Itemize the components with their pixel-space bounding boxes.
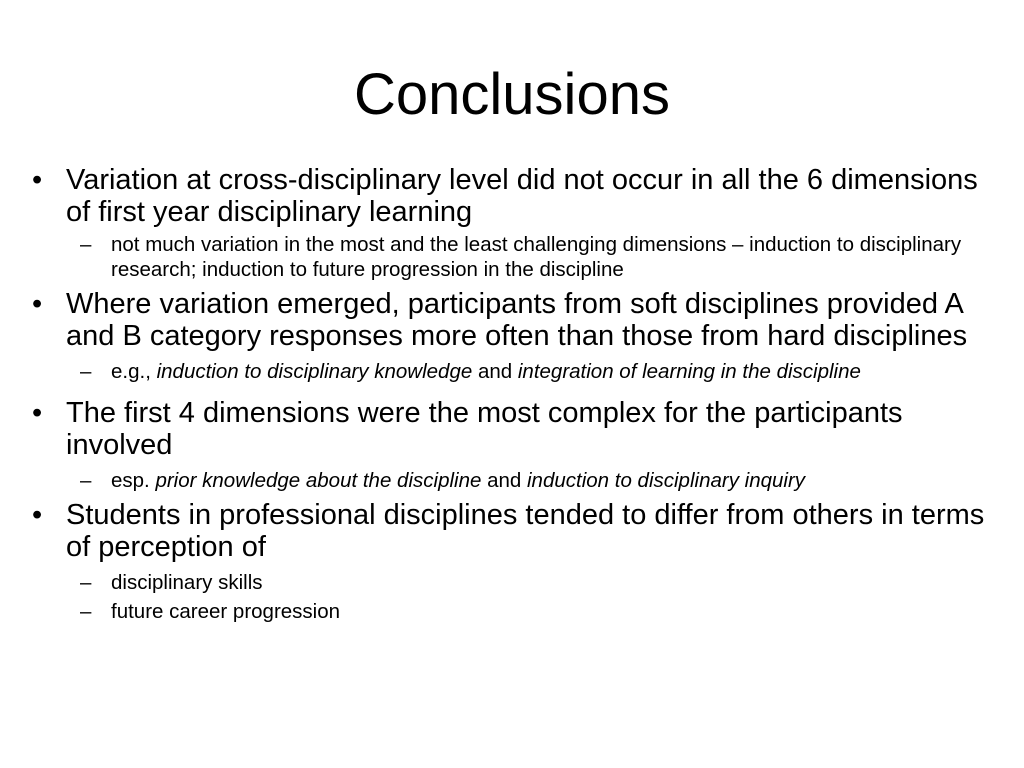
dash-icon: – bbox=[80, 600, 92, 623]
dash-icon: – bbox=[80, 360, 92, 383]
sub-bullet-text: not much variation in the most and the least challenging dimensions – induction to disciplinary research; induction to future progression in the discipline bbox=[111, 233, 962, 281]
bullet-item bbox=[28, 288, 988, 352]
sub-bullet-item bbox=[28, 570, 988, 595]
bullet-text: The first 4 dimensions were the most complex for the participants involved bbox=[66, 397, 903, 461]
sub-bullet-item bbox=[28, 232, 988, 282]
sub-bullet-emphasis: induction to disciplinary knowledge bbox=[156, 360, 473, 383]
bullet-item bbox=[28, 164, 988, 228]
sub-bullet-connector: and bbox=[481, 469, 527, 492]
bullet-item bbox=[28, 499, 988, 563]
bullet-icon: • bbox=[32, 164, 43, 196]
dash-icon: – bbox=[80, 233, 92, 256]
dash-icon: – bbox=[80, 469, 92, 492]
sub-bullet-prefix: esp. bbox=[111, 469, 156, 492]
sub-bullet-item bbox=[28, 359, 988, 384]
bullet-text: Students in professional disciplines tended to differ from others in terms of perception of bbox=[66, 499, 985, 563]
bullet-icon: • bbox=[32, 397, 43, 429]
sub-bullet-prefix: e.g., bbox=[111, 360, 157, 383]
sub-bullet-emphasis: prior knowledge about the discipline bbox=[155, 469, 482, 492]
slide-title: Conclusions bbox=[354, 62, 670, 127]
bullet-text: Variation at cross-disciplinary level did not occur in all the 6 dimensions of first year disciplinary learning bbox=[66, 164, 978, 228]
sub-bullet-item bbox=[28, 468, 988, 493]
sub-bullet-item bbox=[28, 599, 988, 624]
bullet-text: Where variation emerged, participants from soft disciplines provided A and B category responses more often than those from hard disciplines bbox=[66, 288, 968, 352]
sub-bullet-emphasis: integration of learning in the discipline bbox=[517, 360, 861, 383]
bullet-icon: • bbox=[32, 288, 43, 320]
slide-body bbox=[28, 164, 988, 624]
bullet-icon: • bbox=[32, 499, 43, 531]
sub-bullet-emphasis: induction to disciplinary inquiry bbox=[527, 469, 806, 492]
sub-bullet-connector: and bbox=[472, 360, 518, 383]
bullet-item bbox=[28, 397, 988, 461]
sub-bullet-text: future career progression bbox=[111, 600, 341, 623]
dash-icon: – bbox=[80, 571, 92, 594]
sub-bullet-text: disciplinary skills bbox=[111, 571, 263, 594]
